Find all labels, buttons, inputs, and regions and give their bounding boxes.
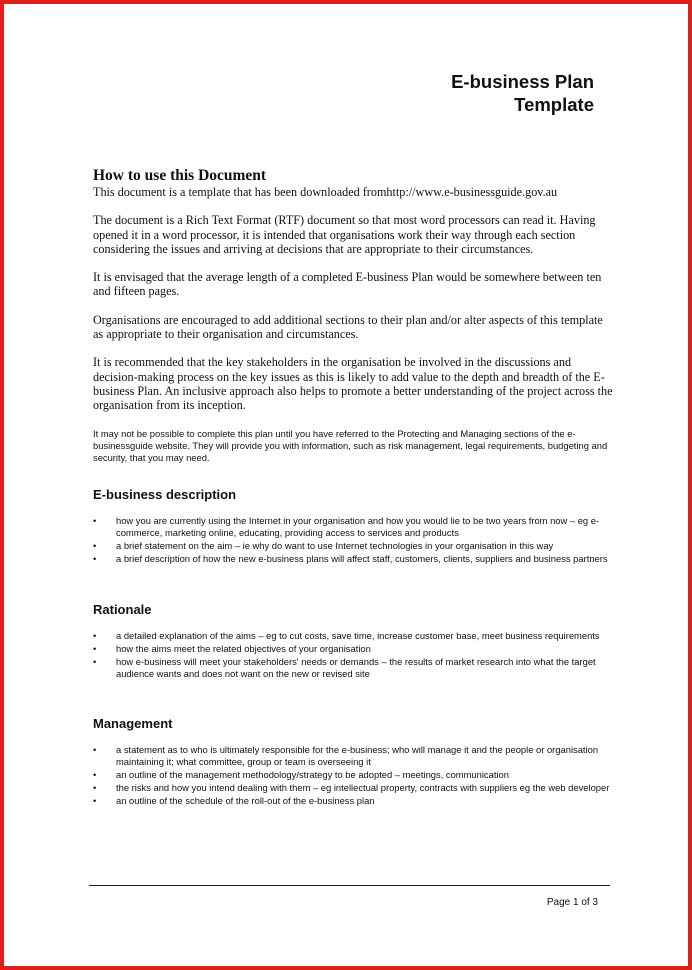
how-to-use-section (93, 167, 613, 427)
list-item (93, 515, 613, 539)
list-item-text: an outline of the schedule of the roll-out of the e-business plan (116, 795, 375, 806)
list-item-text: how e-business will meet your stakeholders' needs or demands – the results of market research into what the target audience wants and does not want on the new or revised site (116, 656, 596, 679)
bullet-icon: • (93, 630, 97, 641)
list-item-text: how the aims meet the related objectives of your organisation (116, 643, 371, 654)
bullet-icon: • (93, 643, 97, 654)
document-title-line-2: Template (514, 94, 594, 115)
list-item (93, 744, 613, 768)
ebusiness-description-heading: E-business description (93, 487, 237, 502)
how-to-use-heading: How to use this Document (93, 167, 267, 184)
bullet-icon: • (93, 515, 97, 526)
list-item (93, 656, 613, 680)
list-item (93, 630, 613, 642)
list-item-text: a brief statement on the aim – ie why do want to use Internet technologies in your organisation in this way (116, 540, 554, 551)
intro-paragraph-4: Organisations are encouraged to add additional sections to their plan and/or alter aspects of this template as appropriate to their organisation and circumstances. (93, 312, 603, 342)
management-heading: Management (93, 716, 173, 731)
intro-paragraph-3: It is envisaged that the average length of a completed E-business Plan would be somewhere between ten and fifteen pages. (93, 270, 602, 299)
intro-paragraph-1: This document is a template that has been downloaded fromhttp://www.e-businessguide.gov.au (93, 185, 558, 199)
list-item (93, 795, 613, 807)
intro-paragraph-2: The document is a Rich Text Format (RTF) document so that most word processors can read it. Having opened it in a word processor, it is intended that organisations work their way through each section considering the issues and arriving at decisions that are appropriate to their circumstances. (93, 213, 596, 256)
rationale-list (93, 630, 613, 680)
rationale-heading: Rationale (93, 602, 152, 617)
list-item-text: a statement as to who is ultimately responsible for the e-business; who will manage it and the people or organisation maintaining it; what committee, group or team is overseeing it (116, 744, 599, 767)
page-number: Page 1 of 3 (546, 897, 598, 908)
intro-note: It may not be possible to complete this plan until you have referred to the Protecting and Managing sections of the e-businessguide website. They will provide you with information, such as risk management, legal requirements, budgeting and security, that you may need. (93, 428, 608, 463)
bullet-icon: • (93, 782, 97, 793)
list-item-text: the risks and how you intend dealing with them – eg intellectual property, contracts with suppliers eg the web developer (116, 782, 610, 793)
list-item (93, 540, 613, 552)
bullet-icon: • (93, 656, 97, 667)
list-item (93, 643, 613, 655)
list-item-text: a brief description of how the new e-business plans will affect staff, customers, clients, suppliers and business partners (116, 553, 608, 564)
management-section (93, 716, 613, 808)
management-list (93, 744, 613, 807)
ebusiness-description-section (93, 487, 613, 566)
list-item (93, 553, 613, 565)
rationale-section (93, 602, 613, 681)
bullet-icon: • (93, 769, 97, 780)
list-item (93, 769, 613, 781)
ebusiness-description-list (93, 515, 613, 565)
list-item-text: how you are currently using the Internet in your organisation and how you would lie to be two years from now – eg e-commerce, marketing online, educating, providing access to services and products (116, 515, 600, 538)
list-item (93, 782, 613, 794)
bullet-icon: • (93, 795, 97, 806)
list-item-text: an outline of the management methodology/strategy to be adopted – meetings, communication (116, 769, 509, 780)
list-item-text: a detailed explanation of the aims – eg to cut costs, save time, increase customer base, meet business requirements (116, 630, 600, 641)
footer-divider (89, 885, 610, 886)
bullet-icon: • (93, 553, 97, 564)
document-title-line-1: E-business Plan (451, 71, 594, 92)
document-title (294, 70, 594, 116)
bullet-icon: • (93, 744, 97, 755)
intro-paragraph-5: It is recommended that the key stakeholders in the organisation be involved in the discussions and decision-making process on the key issues as this is likely to add value to the depth and breadth of the E-business Plan. An inclusive approach also helps to promote a better understanding of the project across the organisation from its inception. (93, 355, 613, 413)
bullet-icon: • (93, 540, 97, 551)
